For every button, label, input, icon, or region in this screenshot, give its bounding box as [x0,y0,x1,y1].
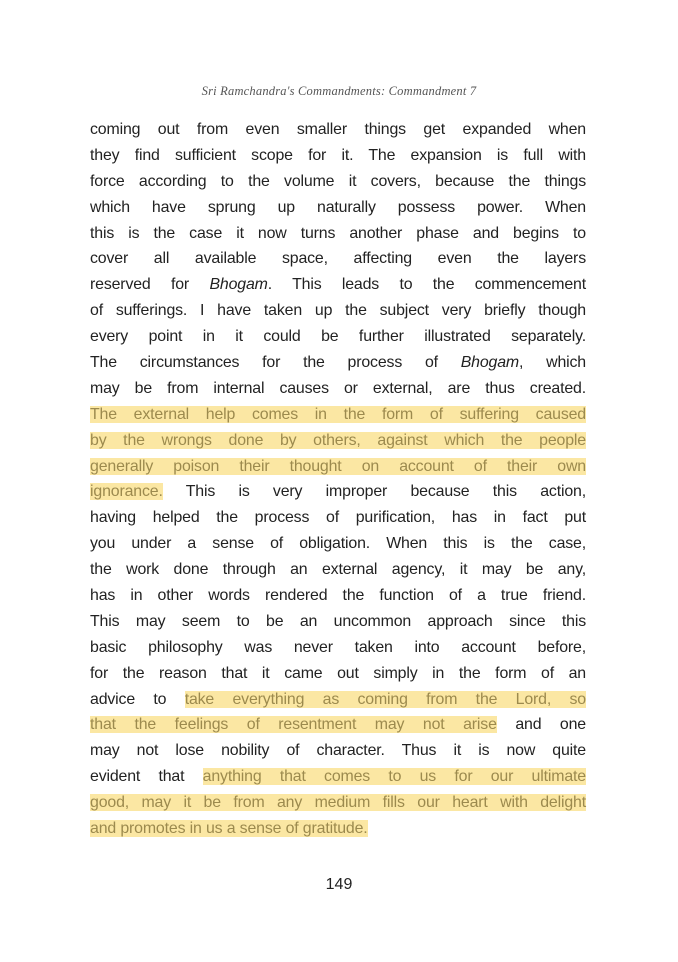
text-line [90,505,586,531]
text-segment: cover all available space, affecting even the layers [90,250,586,268]
highlighted-text: by the wrongs done by others, against which the people [90,431,586,449]
text-line [90,531,586,557]
text-segment: , which [519,354,586,372]
text-segment: they find sufficient scope for it. The expansion is full with [90,146,586,164]
highlighted-text: and promotes in us a sense of gratitude. [90,820,368,838]
text-line [90,609,586,635]
text-segment: having helped the process of purification, has in fact put [90,509,586,527]
text-segment: . This leads to the commencement [267,276,586,294]
text-line [90,479,586,505]
highlighted-text: that the feelings of resentment may not arise [90,716,497,734]
text-line [90,764,586,790]
text-line [90,195,586,221]
text-line [90,350,586,376]
text-line [90,816,586,842]
text-line [90,246,586,272]
text-line [90,635,586,661]
text-segment: coming out from even smaller things get expanded when [90,121,586,138]
italic-term: Bhogam [460,354,520,372]
text-line [90,221,586,247]
highlighted-text: anything that comes to us for our ultimate [202,768,586,786]
text-line [90,272,586,298]
text-segment: which have sprung up naturally possess power. When [90,198,586,216]
text-segment: has in other words rendered the function of a true friend. [90,587,586,605]
text-line [90,712,586,738]
body-text [90,117,586,842]
text-line [90,376,586,402]
text-segment: advice to [90,690,185,708]
text-segment: this is the case it now turns another phase and begins to [90,224,586,242]
text-line [90,298,586,324]
italic-term: Bhogam [209,276,268,294]
text-line [90,117,586,143]
text-line [90,687,586,713]
highlighted-text: take everything as coming from the Lord, so [184,690,586,708]
text-segment: evident that [90,768,203,786]
running-header: Sri Ramchandra's Commandments: Commandment 7 [201,84,477,98]
text-segment: for the reason that it came out simply in the form of an [90,664,586,682]
highlighted-text: generally poison their thought on account of their own [90,457,586,475]
text-segment: This is very improper because this action, [162,483,586,501]
text-segment: This may seem to be an uncommon approach since this [90,612,586,630]
text-segment: force according to the volume it covers, because the things [90,172,586,190]
text-segment: of sufferings. I have taken up the subject very briefly though [90,302,586,320]
highlighted-text: ignorance. [90,483,163,501]
text-segment: may not lose nobility of character. Thus it is now quite [90,742,586,760]
text-line [90,738,586,764]
text-segment: and one [496,716,586,734]
text-segment: may be from internal causes or external, are thus created. [90,379,586,397]
text-line [90,428,586,454]
text-segment: every point in it could be further illustrated separately. [90,328,586,346]
text-line [90,324,586,350]
text-segment: The circumstances for the process of [90,354,461,372]
text-line [90,454,586,480]
text-line [90,557,586,583]
text-segment: reserved for [90,276,210,294]
page-number: 149 [325,876,353,893]
text-line [90,583,586,609]
text-segment: the work done through an external agency, it may be any, [90,561,586,579]
text-segment: you under a sense of obligation. When this is the case, [90,535,586,553]
text-line [90,402,586,428]
text-line [90,143,586,169]
highlighted-text: The external help comes in the form of suffering caused [90,405,586,423]
text-line [90,661,586,687]
text-line [90,169,586,195]
text-segment: basic philosophy was never taken into account before, [90,638,586,656]
highlighted-text: good, may it be from any medium fills our heart with delight [90,794,586,812]
text-line [90,790,586,816]
